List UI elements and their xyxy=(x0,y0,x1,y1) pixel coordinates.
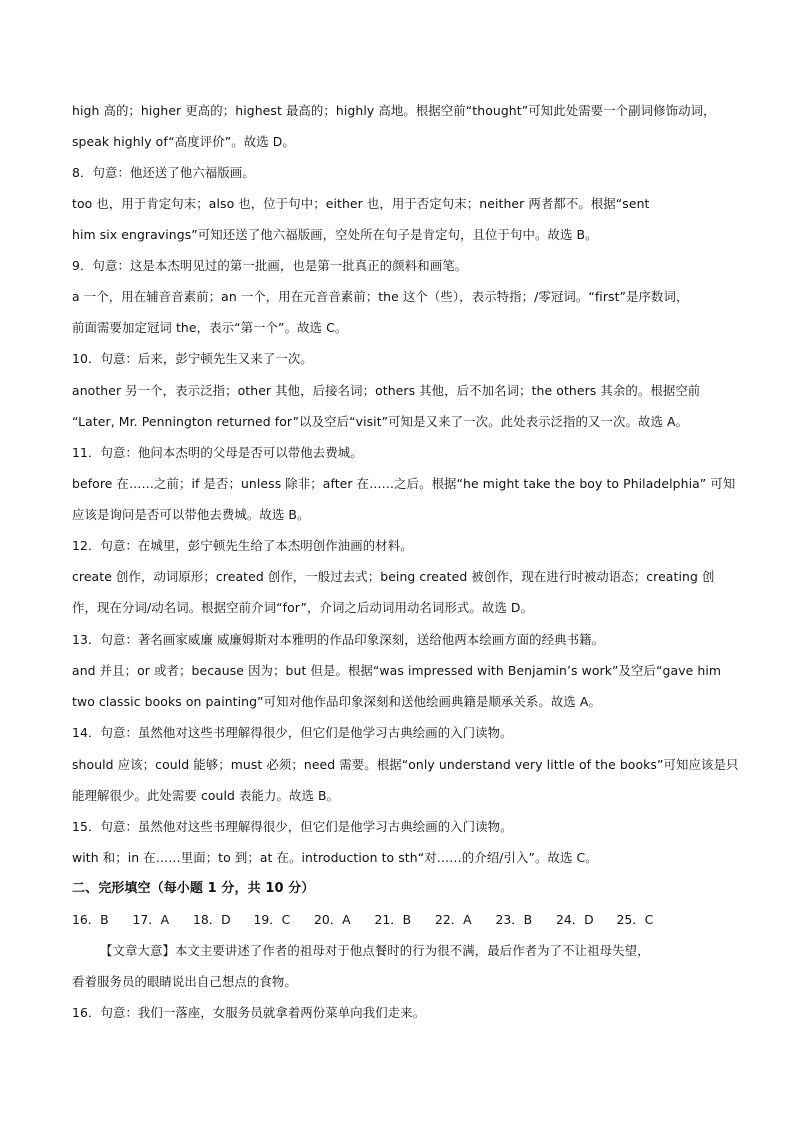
text-line: 能理解很少。此处需要 could 表能力。故选 B。 xyxy=(72,788,340,803)
section-title: 二、完形填空（每小题 1 分，共 10 分） xyxy=(72,881,315,896)
text-line: another 另一个，表示泛指；other 其他，后接名词；others 其他，后不加名词；the others 其余的。根据空前 xyxy=(72,383,701,398)
question-heading: 10．句意：后来，彭宁顿先生又来了一次。 xyxy=(72,351,313,366)
answer-item: 23．B xyxy=(495,912,533,927)
summary-text: 看着服务员的眼睛说出自己想点的食物。 xyxy=(72,974,297,989)
answer-item: 22．A xyxy=(435,912,472,927)
answer-item: 21．B xyxy=(374,912,412,927)
question-heading: 12．句意：在城里，彭宁顿先生给了本杰明创作油画的材料。 xyxy=(72,538,413,553)
question-heading: 9．句意：这是本杰明见过的第一批画，也是第一批真正的颜料和画笔。 xyxy=(72,258,468,273)
text-line: “Later, Mr. Pennington returned for”以及空后“visit”可知是又来了一次。此处表示泛指的又一次。故选 A。 xyxy=(72,414,689,429)
text-line: 前面需要加定冠词 the，表示“第一个”。故选 C。 xyxy=(72,320,348,335)
question-heading: 15．句意：虽然他对这些书理解得很少，但它们是他学习古典绘画的入门读物。 xyxy=(72,819,513,834)
answer-key-row xyxy=(72,911,724,929)
answer-item: 20．A xyxy=(314,912,351,927)
question-heading: 8．句意：他还送了他六福版画。 xyxy=(72,165,255,180)
text-line: speak highly of“高度评价”。故选 D。 xyxy=(72,134,295,149)
text-line: 应该是询问是否可以带他去费城。故选 B。 xyxy=(72,507,310,522)
answer-item: 24．D xyxy=(556,912,594,927)
answer-item: 25．C xyxy=(616,912,654,927)
text-line: high 高的；higher 更高的；highest 最高的；highly 高地。根据空前“thought”可知此处需要一个副词修饰动词， xyxy=(72,103,716,118)
text-line: a 一个，用在辅音音素前；an 一个，用在元音音素前；the 这个（些），表示特指；/零冠词。“first”是序数词， xyxy=(72,289,689,304)
text-line: two classic books on painting”可知对他作品印象深刻和送他绘画典籍是顺承关系。故选 A。 xyxy=(72,694,601,709)
text-line: create 创作，动词原形；created 创作，一般过去式；being created 被创作，现在进行时被动语态；creating 创 xyxy=(72,569,715,584)
question-heading: 16．句意：我们一落座，女服务员就拿着两份菜单向我们走来。 xyxy=(72,1005,426,1020)
summary-text: 【文章大意】本文主要讲述了作者的祖母对于他点餐时的行为很不满，最后作者为了不让祖母失望， xyxy=(100,943,650,958)
text-line: too 也，用于肯定句末；also 也，位于句中；either 也，用于否定句末；neither 两者都不。根据“sent xyxy=(72,196,650,211)
question-heading: 13．句意：著名画家威廉 威廉姆斯对本雅明的作品印象深刻，送给他两本绘画方面的经典书籍。 xyxy=(72,632,605,647)
question-heading: 14．句意：虽然他对这些书理解得很少，但它们是他学习古典绘画的入门读物。 xyxy=(72,725,513,740)
text-line: 作，现在分词/动名词。根据空前介词“for”，介词之后动词用动名词形式。故选 D。 xyxy=(72,600,534,615)
text-line: him six engravings”可知还送了他六福版画，空处所在句子是肯定句，且位于句中。故选 B。 xyxy=(72,227,598,242)
text-line: and 并且；or 或者；because 因为；but 但是。根据“was impressed with Benjamin’s work”及空后“gave him xyxy=(72,663,722,678)
text-line: with 和；in 在……里面；to 到；at 在。introduction to sth“对……的介绍/引入”。故选 C。 xyxy=(72,850,598,865)
answer-item: 18．D xyxy=(193,912,231,927)
text-line: before 在……之前；if 是否；unless 除非；after 在……之后。根据“he might take the boy to Philadelphia” 可知 xyxy=(72,476,736,491)
text-line: should 应该；could 能够；must 必须；need 需要。根据“only understand very little of the books”可知应该是只 xyxy=(72,757,739,772)
answer-item: 16．B xyxy=(72,912,109,927)
question-heading: 11．句意：他问本杰明的父母是否可以带他去费城。 xyxy=(72,445,363,460)
answer-item: 19．C xyxy=(253,912,291,927)
answer-item: 17．A xyxy=(132,912,170,927)
